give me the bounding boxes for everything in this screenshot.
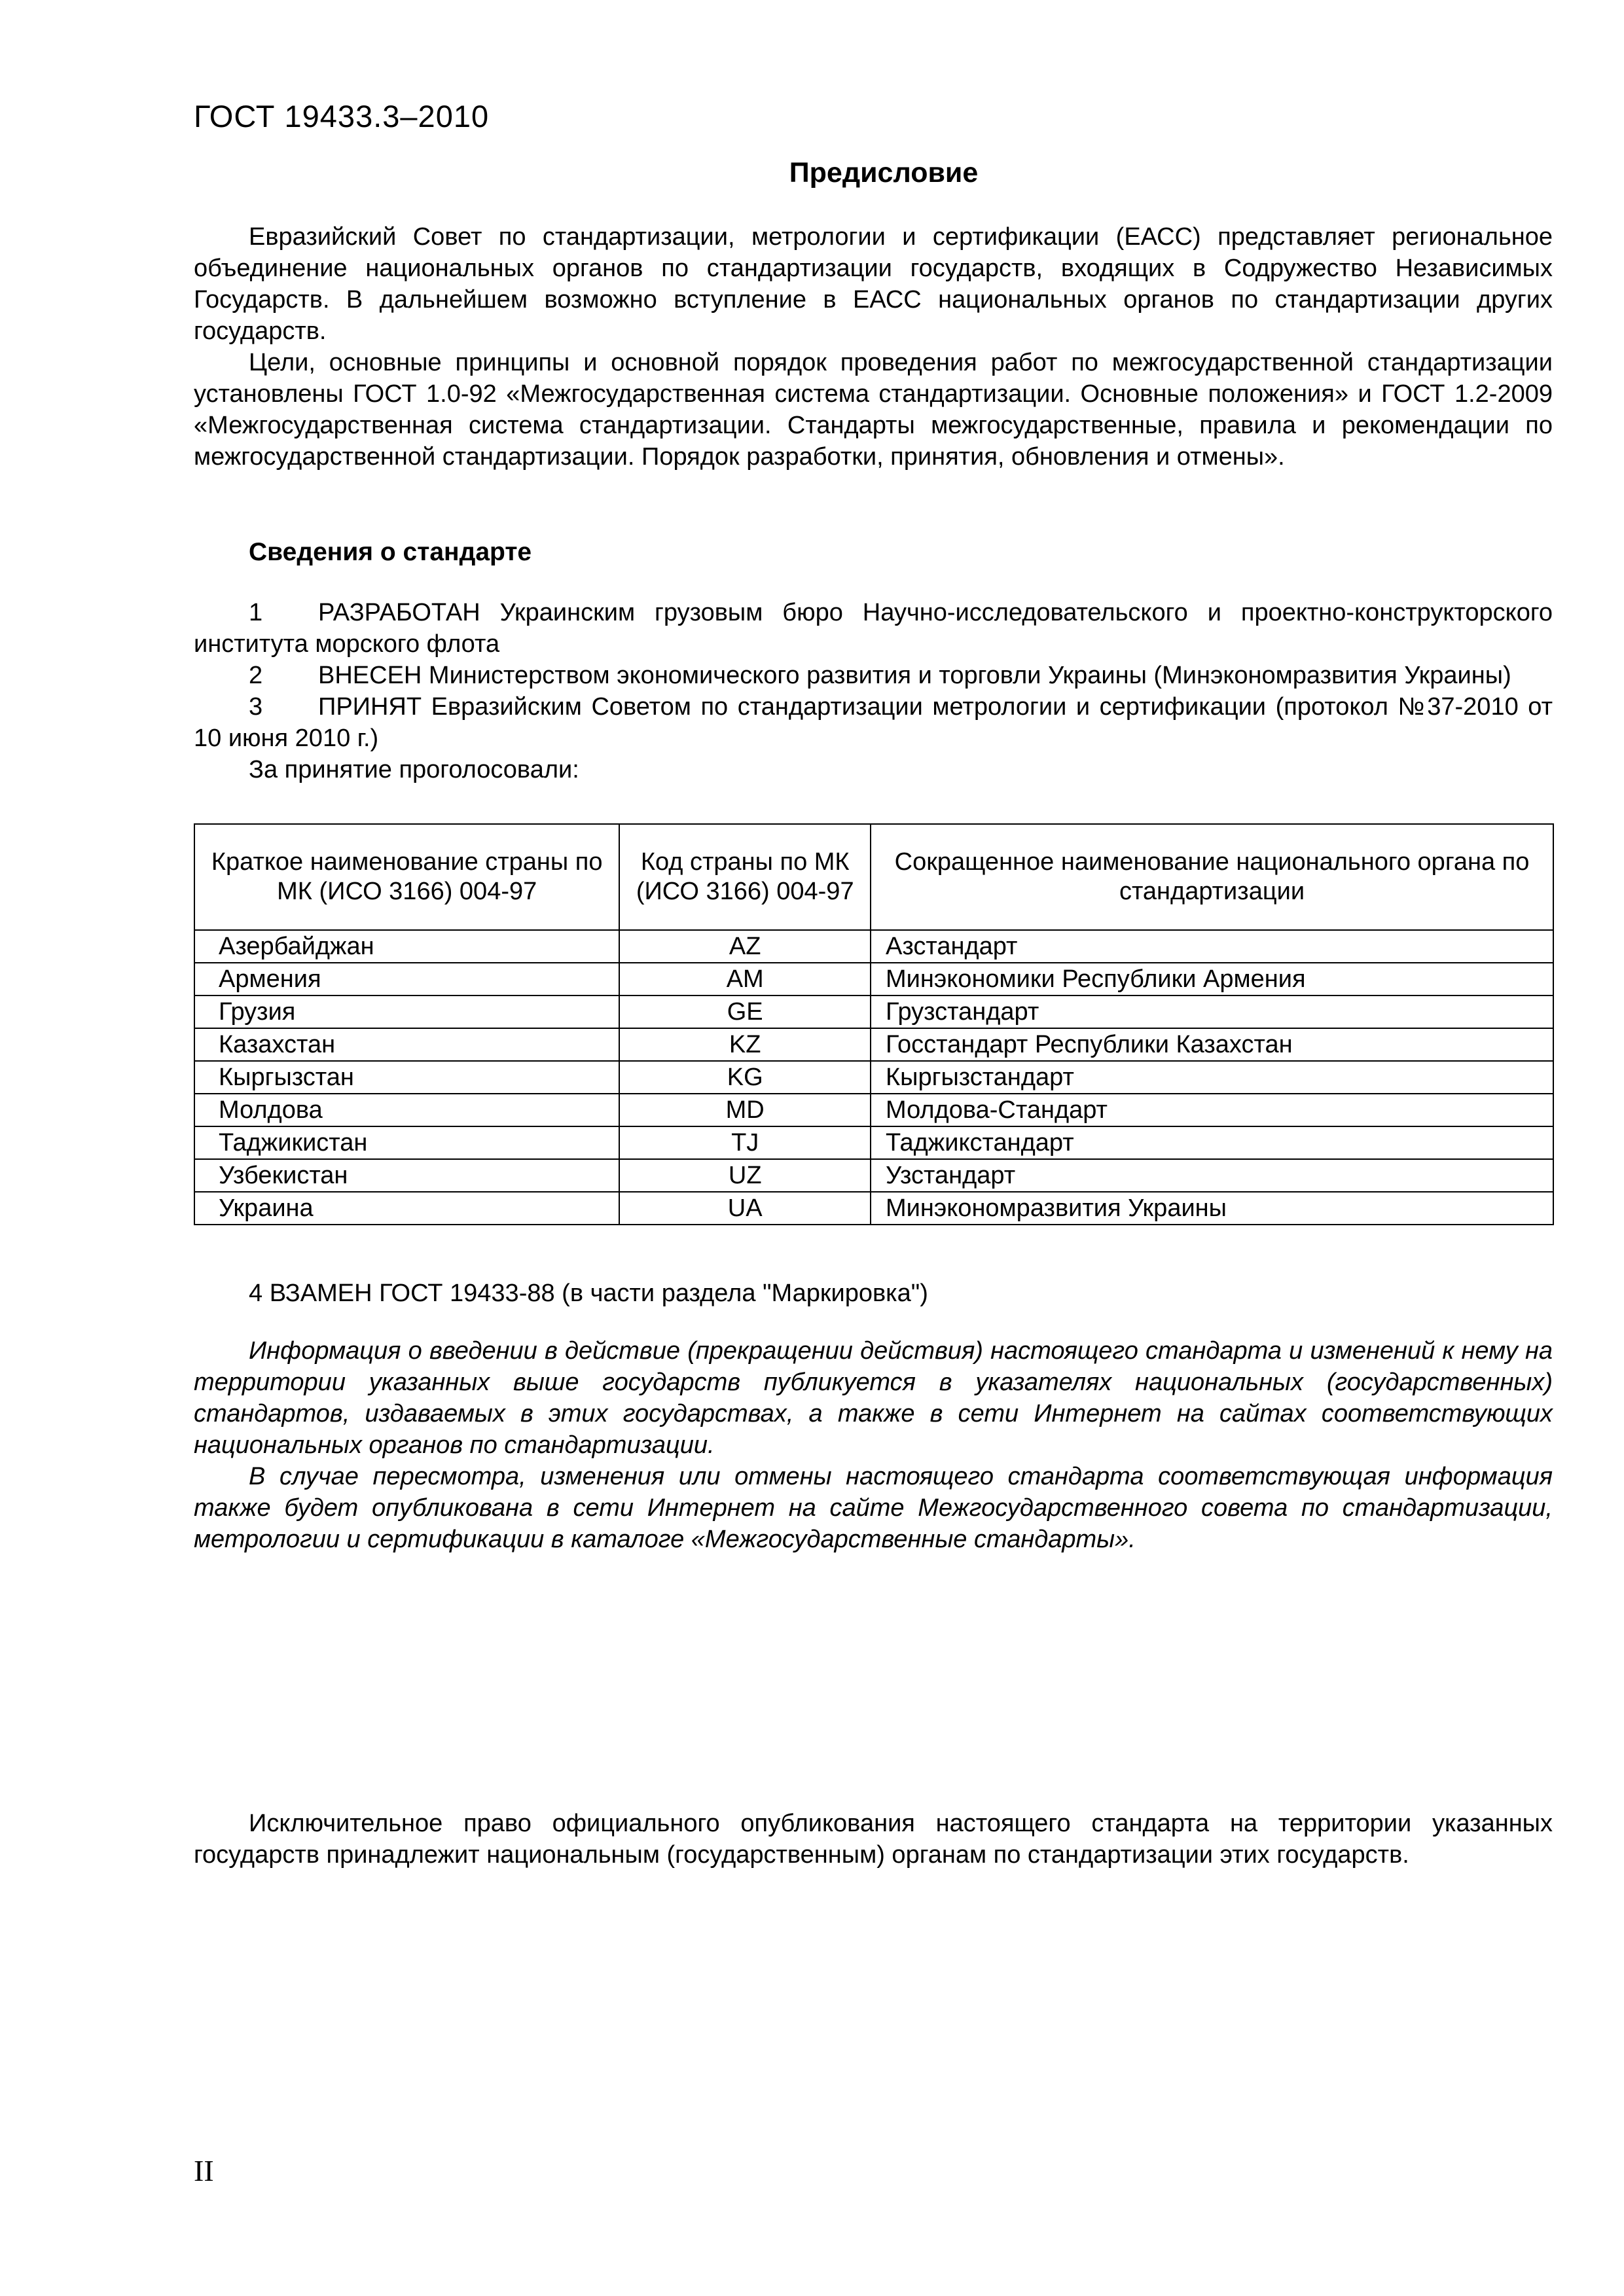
info-item-1: [194, 597, 1553, 660]
notice-paragraph-1: Информация о введении в действие (прекращении действия) настоящего стандарта и изменений к нему на территории указанных выше государств публикуется в указателях национальных (государственных) стандартов, издаваемых в этих государствах, а также в сети Интернет на сайтах соответствующих национальных органов по стандартизации.: [194, 1337, 1553, 1459]
table-header-row: [194, 824, 1553, 930]
page-number: II: [194, 2154, 214, 2187]
agency-cell: Азстандарт: [871, 930, 1553, 963]
agency-cell: Госстандарт Республики Казахстан: [871, 1028, 1553, 1061]
voted-label: За принятие проголосовали:: [249, 756, 579, 783]
preface-paragraph-2: Цели, основные принципы и основной порядок проведения работ по межгосударственной стандартизации установлены ГОСТ 1.0-92 «Межгосударственная система стандартизации. Основные положения» и ГОСТ 1.2-2009 «Межгосударственная система стандартизации. Стандарты межгосударственные, правила и рекомендации по межгосударственной стандартизации. Порядок разработки, принятия, обновления и отмены».: [194, 349, 1553, 471]
agency-cell: Таджикстандарт: [871, 1126, 1553, 1159]
country-cell: Грузия: [194, 996, 619, 1028]
info-item-number: 1: [249, 599, 263, 626]
standard-info-items: [194, 597, 1553, 785]
code-cell: TJ: [619, 1126, 871, 1159]
info-item-text: ВНЕСЕН Министерством экономического развития и торговли Украины (Минэкономразвития Украины): [318, 662, 1511, 689]
replaced-standard: [194, 1278, 1553, 1309]
table-row: [194, 1192, 1553, 1225]
country-cell: Узбекистан: [194, 1159, 619, 1192]
notice-block: [194, 1335, 1553, 1555]
code-cell: AM: [619, 963, 871, 996]
table-row: [194, 1061, 1553, 1094]
countries-table: [194, 823, 1554, 1225]
info-item-number: 2: [249, 662, 263, 689]
column-header-country: Краткое наименование страны по МК (ИСО 3166) 004-97: [194, 824, 619, 930]
info-item-text: ПРИНЯТ Евразийским Советом по стандартизации метрологии и сертификации (протокол №37-2010 от 10 июня 2010 г.): [194, 693, 1553, 752]
rights-block: [194, 1808, 1553, 1871]
table-row: [194, 963, 1553, 996]
code-cell: AZ: [619, 930, 871, 963]
table-row: [194, 1126, 1553, 1159]
code-cell: UZ: [619, 1159, 871, 1192]
info-item-number: 3: [249, 693, 263, 721]
agency-cell: Минэкономики Республики Армения: [871, 963, 1553, 996]
preface-paragraph-1: Евразийский Совет по стандартизации, метрологии и сертификации (ЕАСС) представляет региональное объединение национальных органов по стандартизации государств, входящих в Содружество Независимых Государств. В дальнейшем возможно вступление в ЕАСС национальных органов по стандартизации других государств.: [194, 223, 1553, 345]
standard-code-header: ГОСТ 19433.3–2010: [194, 99, 490, 134]
table-row: [194, 1159, 1553, 1192]
agency-cell: Минэкономразвития Украины: [871, 1192, 1553, 1225]
table-row: [194, 930, 1553, 963]
code-cell: MD: [619, 1094, 871, 1126]
table-row: [194, 1094, 1553, 1126]
code-cell: UA: [619, 1192, 871, 1225]
table-row: [194, 1028, 1553, 1061]
rights-paragraph: Исключительное право официального опубликования настоящего стандарта на территории указанных государств принадлежит национальным (государственным) органам по стандартизации этих государств.: [194, 1810, 1553, 1869]
column-header-code: Код страны по МК (ИСО 3166) 004-97: [619, 824, 871, 930]
country-cell: Молдова: [194, 1094, 619, 1126]
code-cell: KG: [619, 1061, 871, 1094]
country-cell: Казахстан: [194, 1028, 619, 1061]
preface-title: Предисловие: [789, 157, 979, 188]
code-cell: KZ: [619, 1028, 871, 1061]
preface-body: [194, 221, 1553, 473]
info-item-4: 4 ВЗАМЕН ГОСТ 19433-88 (в части раздела "Маркировка"): [249, 1280, 928, 1307]
notice-paragraph-2: В случае пересмотра, изменения или отмены настоящего стандарта соответствующая информация также будет опубликована в сети Интернет на сайте Межгосударственного совета по стандартизации, метрологии и сертификации в каталоге «Межгосударственные стандарты».: [194, 1463, 1553, 1553]
table-row: [194, 996, 1553, 1028]
agency-cell: Кыргызстандарт: [871, 1061, 1553, 1094]
code-cell: GE: [619, 996, 871, 1028]
country-cell: Армения: [194, 963, 619, 996]
country-cell: Азербайджан: [194, 930, 619, 963]
agency-cell: Молдова-Стандарт: [871, 1094, 1553, 1126]
country-cell: Украина: [194, 1192, 619, 1225]
agency-cell: Узстандарт: [871, 1159, 1553, 1192]
info-item-3: [194, 691, 1553, 754]
country-cell: Таджикистан: [194, 1126, 619, 1159]
standard-info-title: Сведения о стандарте: [249, 538, 532, 566]
country-cell: Кыргызстан: [194, 1061, 619, 1094]
info-item-text: РАЗРАБОТАН Украинским грузовым бюро Научно-исследовательского и проектно-конструкторского института морского флота: [194, 599, 1553, 658]
column-header-agency: Сокращенное наименование национального органа по стандартизации: [871, 824, 1553, 930]
info-item-2: [194, 660, 1553, 691]
agency-cell: Грузстандарт: [871, 996, 1553, 1028]
